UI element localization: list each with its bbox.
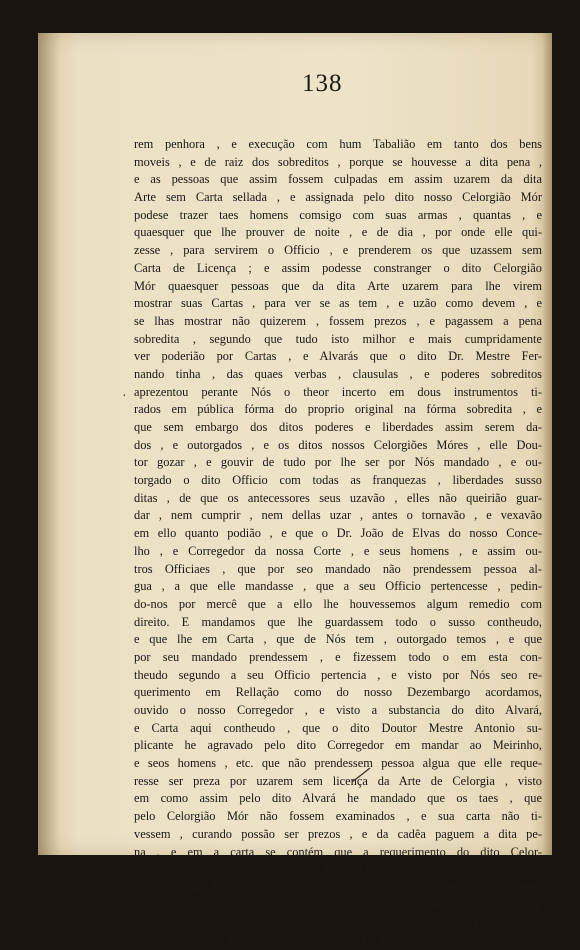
- text-line: podese trazer taes homens comsigo com suas armas , quantas , e: [134, 207, 542, 222]
- text-line: querimento em Rellação como do nosso Dezembargo acordamos,: [134, 685, 542, 700]
- text-line: ditas , de que os antecessores seus uzavão , elles não queirião guar-: [134, 490, 542, 505]
- text-line: aprezentou perante Nós o theor incerto em dous instrumentos ti-: [134, 384, 542, 399]
- text-line: tor gozar , e gouvir de tudo por lhe ser por Nós mandado , e ou-: [134, 455, 542, 470]
- text-line: torgado o dito Officio com todas as franquezas , liberdades susso: [134, 473, 542, 488]
- body-text: [134, 136, 542, 950]
- text-line: dos , e outorgados , e os ditos nossos Celorgiões Móres , elle Dou-: [134, 437, 542, 452]
- text-line: lho , e Corregedor da nossa Corte , e seus homens , e assim ou-: [134, 543, 542, 558]
- text-line: gua , a que elle mandasse , que a seu Officio pertencesse , pedin-: [134, 579, 542, 594]
- text-line: do-nos por mercê que a ello lhe houvessemos algum remedio com: [134, 596, 542, 611]
- page-edge-shadow: [542, 33, 552, 855]
- text-line: nando tinha , das quaes verbas , clausulas , e poderes sobreditos: [134, 366, 542, 381]
- text-line: mandado do dito Celorgião , e elle possa trazer homens , para pren-: [134, 879, 542, 894]
- text-line: tórva ao dito Mestre Antonio uzar e dever uzar do em a dita: [134, 932, 542, 947]
- text-line: plicante he agravado pelo dito Corregedor em mandar ao Meirinho,: [134, 738, 542, 753]
- page-number: 138: [302, 70, 343, 97]
- text-line: tros Officiaes , que por seo mandado não prendessem pessoa al-: [134, 561, 542, 576]
- text-line: que sem embargo dos ditos poderes e liberdades assim serem da-: [134, 420, 542, 434]
- page-binding-shadow: [38, 33, 60, 855]
- text-line: em ello quanto podião , e que o Dr. João de Elvas do nosso Conce-: [134, 526, 542, 541]
- text-line: e que lhe em Carta , que de Nós tem , outorgado temos , e que: [134, 632, 542, 647]
- text-line: na , e em a carta se contém que a requerimento do dito Celor-: [134, 844, 542, 859]
- text-line: rem penhora , e execução com hum Tabalião em tanto dos bens: [134, 137, 542, 151]
- text-line: ver poderião por Cartas , e Alvarás que o dito Dr. Mestre Fer-: [134, 349, 542, 364]
- text-line: e as pessoas que assim fossem culpadas em assim uzarem da dita: [134, 172, 542, 187]
- text-line: quaesquer que lhe prouver de noite , e de dia , por onde elle qui-: [134, 225, 542, 240]
- text-line: rados em pública fórma do proprio original na fórma sobredita , e: [134, 402, 542, 417]
- text-line: Arte sem Carta sellada , e assignada pelo dito nosso Celorgião Mór: [134, 190, 542, 205]
- text-line: resse ser preza por uzarem sem licença da Arte de Celorgia , visto: [134, 773, 542, 788]
- text-line: porém mandamos ao dito Corregedor que não dê mais pejo , nem: [134, 915, 542, 930]
- text-line: dar , nem cumprir , nem dellas uzar , antes o tornavão , e vexavão: [134, 508, 542, 523]
- margin-mark: ·: [122, 389, 127, 404]
- text-line: theudo segundo a seu Officio pertencia , e visto por Nós seo re-: [134, 667, 542, 682]
- ink-mark: [350, 766, 374, 786]
- text-line: e seos homens , etc. que não prendessem pessoa algua que elle reque-: [134, 756, 542, 771]
- text-line: zesse , para servirem o Officio , e prenderem os que uzassem sem: [134, 243, 542, 258]
- text-line: moveis , e de raiz dos sobreditos , porque se houvesse a dita pena ,: [134, 154, 542, 169]
- text-line: ouvido o nosso Corregedor , e visto a substancia do dito Alvará,: [134, 703, 542, 717]
- text-line: Mór quaesquer pessoas que da dita Arte uzarem para lhe virem: [134, 278, 542, 293]
- text-line: em como assim pelo dito Alvará he mandado que os taes , que: [134, 791, 542, 806]
- text-line: Carta de Licença ; e assim podesse constranger o dito Celorgião: [134, 260, 542, 275]
- text-line: e Carta aqui contheudo , que o dito Doutor Mestre Antonio su-: [134, 720, 542, 735]
- text-line: sobredita , segundo que tudo isto milhor e mais cumpridamente: [134, 331, 542, 346]
- text-line: vessem , curando possão ser prezos , e da cadêa paguem a dita pe-: [134, 826, 542, 841]
- text-line: por seu mandado prendessem , e fizessem todo o em esta con-: [134, 649, 542, 664]
- text-line: pelo Celorgião Mór não fossem examinados , e sua carta não ti-: [134, 809, 542, 824]
- text-line: se lhas mostrar não quizerem , fossem prezos , e pagassem a pena: [134, 313, 542, 328]
- text-line: direito. E mandamos que lhe guardassem todo o susso contheudo,: [134, 614, 542, 629]
- text-line: gião Mór sejão prezos pelos ditos Officiaes , e não soltos sem: [134, 862, 542, 877]
- text-line: derem os que assim forem achados curar sem licença e carta. E: [134, 897, 542, 912]
- text-line: mostrar suas Cartas , para ver se as tem , e uzão como devem , e: [134, 296, 542, 311]
